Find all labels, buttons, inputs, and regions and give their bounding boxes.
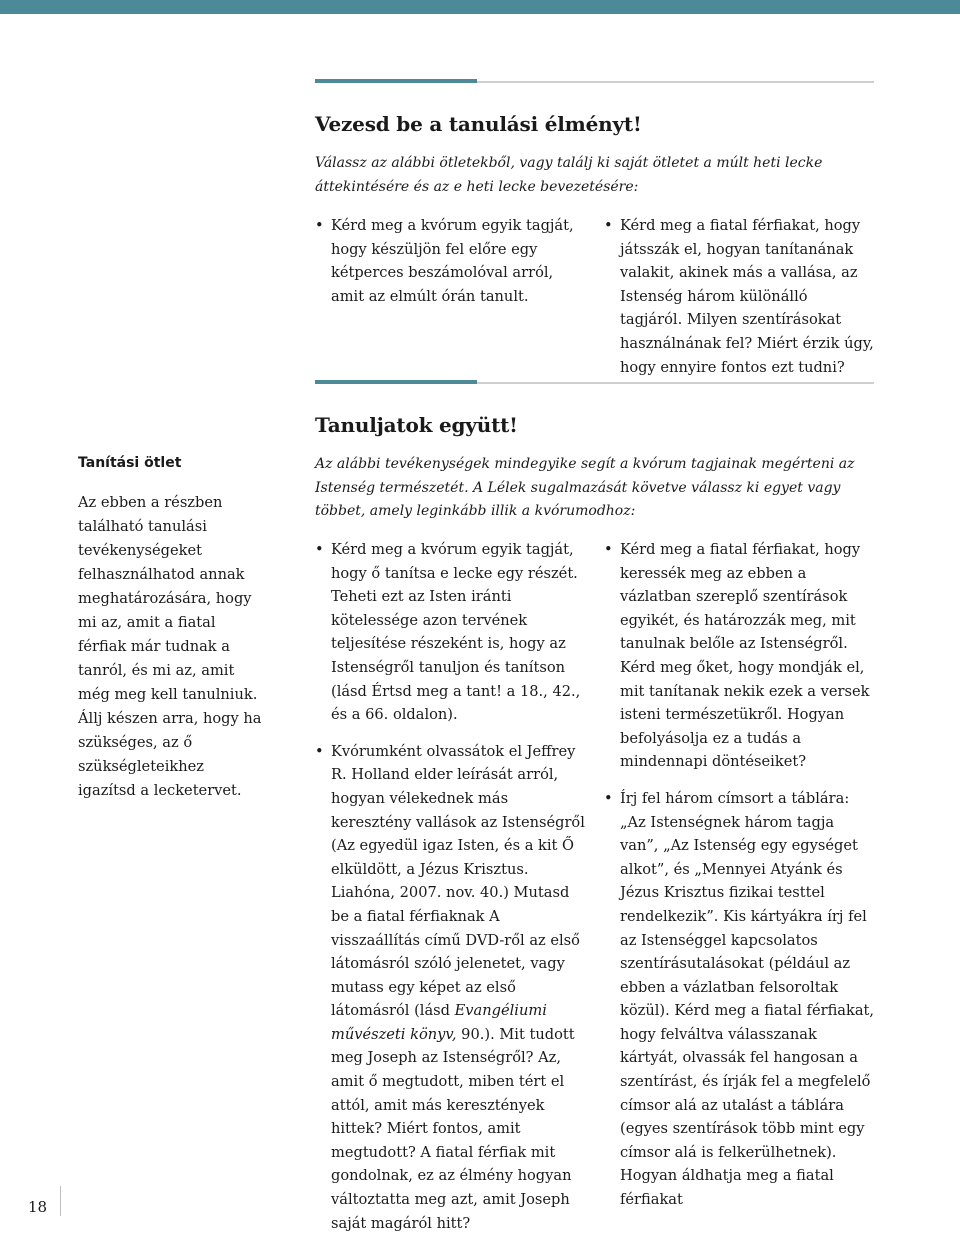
- top-color-bar: [0, 0, 960, 14]
- page-number: 18: [28, 1198, 48, 1216]
- activities-right: [604, 538, 876, 1225]
- activities-left: [315, 538, 587, 1248]
- section-divider: [315, 382, 874, 384]
- section-title-intro: Vezesd be a tanulási élményt!: [315, 112, 642, 136]
- section-divider: [315, 81, 874, 83]
- list-item: • Írj fel három címsort a táblára: „Az Istenségnek három tagja van”, „Az Istenség egy egységet alkot”, és „Mennyei Atyánk és Jézus Krisztus fizikai testtel rendelkezik”. Kis kártyákra írj fel az Istenséggel kapcsolatos szentírásutalásokat (például az ebben a vázlatban felsoroltak közül). Kérd meg a fiatal férfiakat, hogy felváltva válasszanak kártyát, olvassák fel hangosan a szentírást, és írják fel a megfelelő címsor alá az utalást a táblára (egyes szentírások több mint egy címsor alá is felkerülhetnek). Hogyan áldhatja meg a fiatal férfiakat: [604, 787, 876, 1212]
- section-title-learn: Tanuljatok együtt!: [315, 413, 518, 437]
- section-divider-accent: [315, 380, 477, 384]
- list-item: • Kérd meg a kvórum egyik tagját, hogy ő tanítsa e lecke egy részét. Teheti ezt az Isten iránti kötelessége azon tervének teljesítése részeként is, hogy az Istenségről tanuljon és tanítson (lásd Értsd meg a tant! a 18., 42., és a 66. oldalon).: [315, 538, 587, 727]
- list-item: • Kérd meg a fiatal férfiakat, hogy játsszák el, hogyan tanítanának valakit, akinek más a vallása, az Istenség három különálló tagjáról. Milyen szentírásokat használnának fel? Miért érzik úgy, hogy ennyire fontos ezt tudni?: [604, 214, 874, 379]
- sidebar-title: Tanítási ötlet: [78, 455, 182, 471]
- list-item: • Kvórumként olvassátok el Jeffrey R. Holland elder leírását arról, hogyan vélekednek más keresztény vallások az Istenségről (Az egyedül igaz Isten, és a kit Ő elküldött, a Jézus Krisztus. Liahóna, 2007. nov. 40.) Mutasd be a fiatal férfiaknak A visszaállítás című DVD-ről az első látomásról szóló jelenetet, vagy mutass egy képet az első látomásról (lásd Evangéliumi művészeti könyv, 90.). Mit tudott meg Joseph az Istenségről? Az, amit ő megtudott, miben tért el attól, amit más keresztények hittek? Miért fontos, amit megtudott? A fiatal férfiak mit gondolnak, ez az élmény hogyan változtatta meg azt, amit Joseph saját magáról hitt?: [315, 740, 587, 1235]
- intro-ideas-right: [604, 214, 874, 392]
- section-intro-text: Válassz az alábbi ötletekből, vagy találj ki saját ötletet a múlt heti lecke áttekintésére és az e heti lecke bevezetésére:: [315, 155, 823, 195]
- page-number-divider: [60, 1186, 61, 1216]
- list-item: • Kérd meg a fiatal férfiakat, hogy keressék meg az ebben a vázlatban szereplő szentírások egyikét, és határozzák meg, mit tanulnak belőle az Istenségről. Kérd meg őket, hogy mondják el, mit tanítanak nekik ezek a versek isteni természetükről. Hogyan befolyásolja ez a tudás a mindennapi döntéseiket?: [604, 538, 876, 774]
- list-item: • Kérd meg a kvórum egyik tagját, hogy készüljön fel előre egy kétperces beszámolóval arról, amit az elmúlt órán tanult.: [315, 214, 587, 308]
- intro-ideas-left: [315, 214, 587, 321]
- sidebar-text: Az ebben a részben található tanulási tevékenységeket felhasználhatod annak meghatározására, hogy mi az, amit a fiatal férfiak már tudnak a tanról, és mi az, amit még meg kell tanulniuk. Állj készen arra, hogy ha szükséges, az ő szükségleteikhez igazítsd a lecketervet.: [78, 494, 262, 799]
- section-intro-text: Az alábbi tevékenységek mindegyike segít a kvórum tagjainak megérteni az Istenség természetét. A Lélek sugalmazását követve válassz ki egyet vagy többet, amely leginkább illik a kvórumodhoz:: [315, 456, 855, 520]
- section-divider-accent: [315, 79, 477, 83]
